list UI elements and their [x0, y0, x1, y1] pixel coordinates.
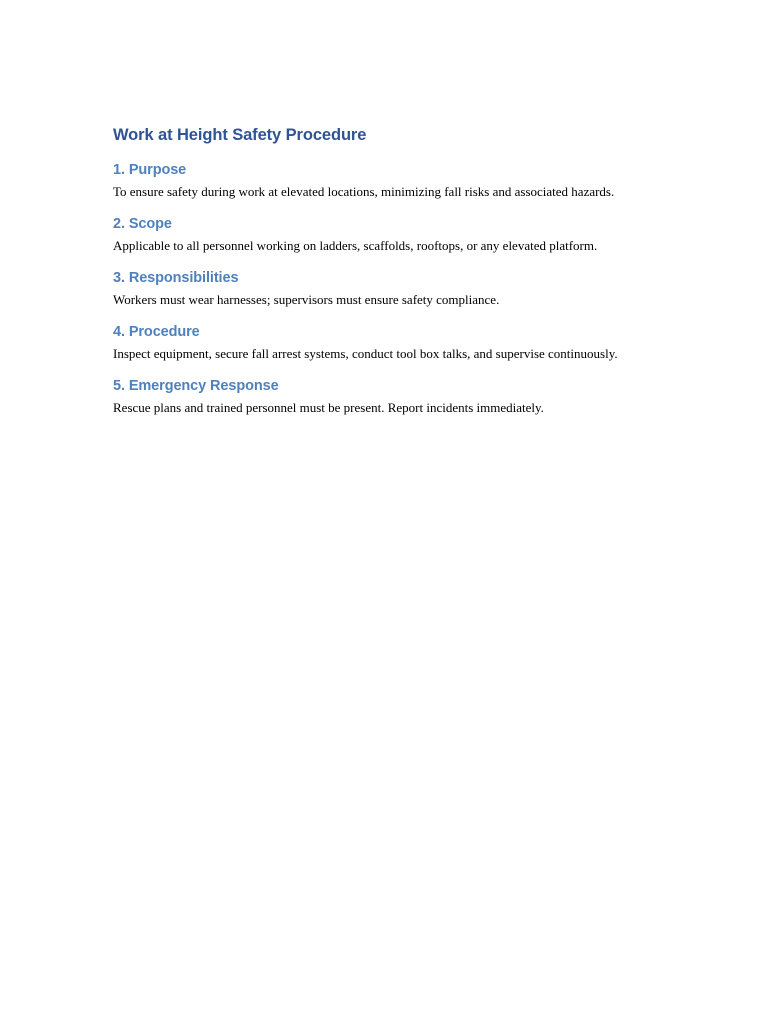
section-emergency-response	[113, 376, 673, 418]
section-procedure	[113, 322, 673, 364]
document-page	[113, 124, 673, 430]
section-body: Inspect equipment, secure fall arrest systems, conduct tool box talks, and supervise continuously.	[113, 346, 618, 361]
section-purpose	[113, 160, 673, 202]
section-heading: 2. Scope	[113, 216, 172, 232]
section-scope	[113, 214, 673, 256]
section-body: Workers must wear harnesses; supervisors must ensure safety compliance.	[113, 292, 500, 307]
section-heading: 1. Purpose	[113, 162, 187, 178]
section-responsibilities	[113, 268, 673, 310]
section-heading: 3. Responsibilities	[113, 270, 239, 286]
section-heading: 4. Procedure	[113, 324, 200, 340]
section-body: Applicable to all personnel working on ladders, scaffolds, rooftops, or any elevated platform.	[113, 238, 598, 253]
section-body: Rescue plans and trained personnel must be present. Report incidents immediately.	[113, 400, 544, 415]
section-heading: 5. Emergency Response	[113, 378, 279, 394]
section-body: To ensure safety during work at elevated locations, minimizing fall risks and associated hazards.	[113, 184, 615, 199]
document-title: Work at Height Safety Procedure	[113, 126, 367, 144]
